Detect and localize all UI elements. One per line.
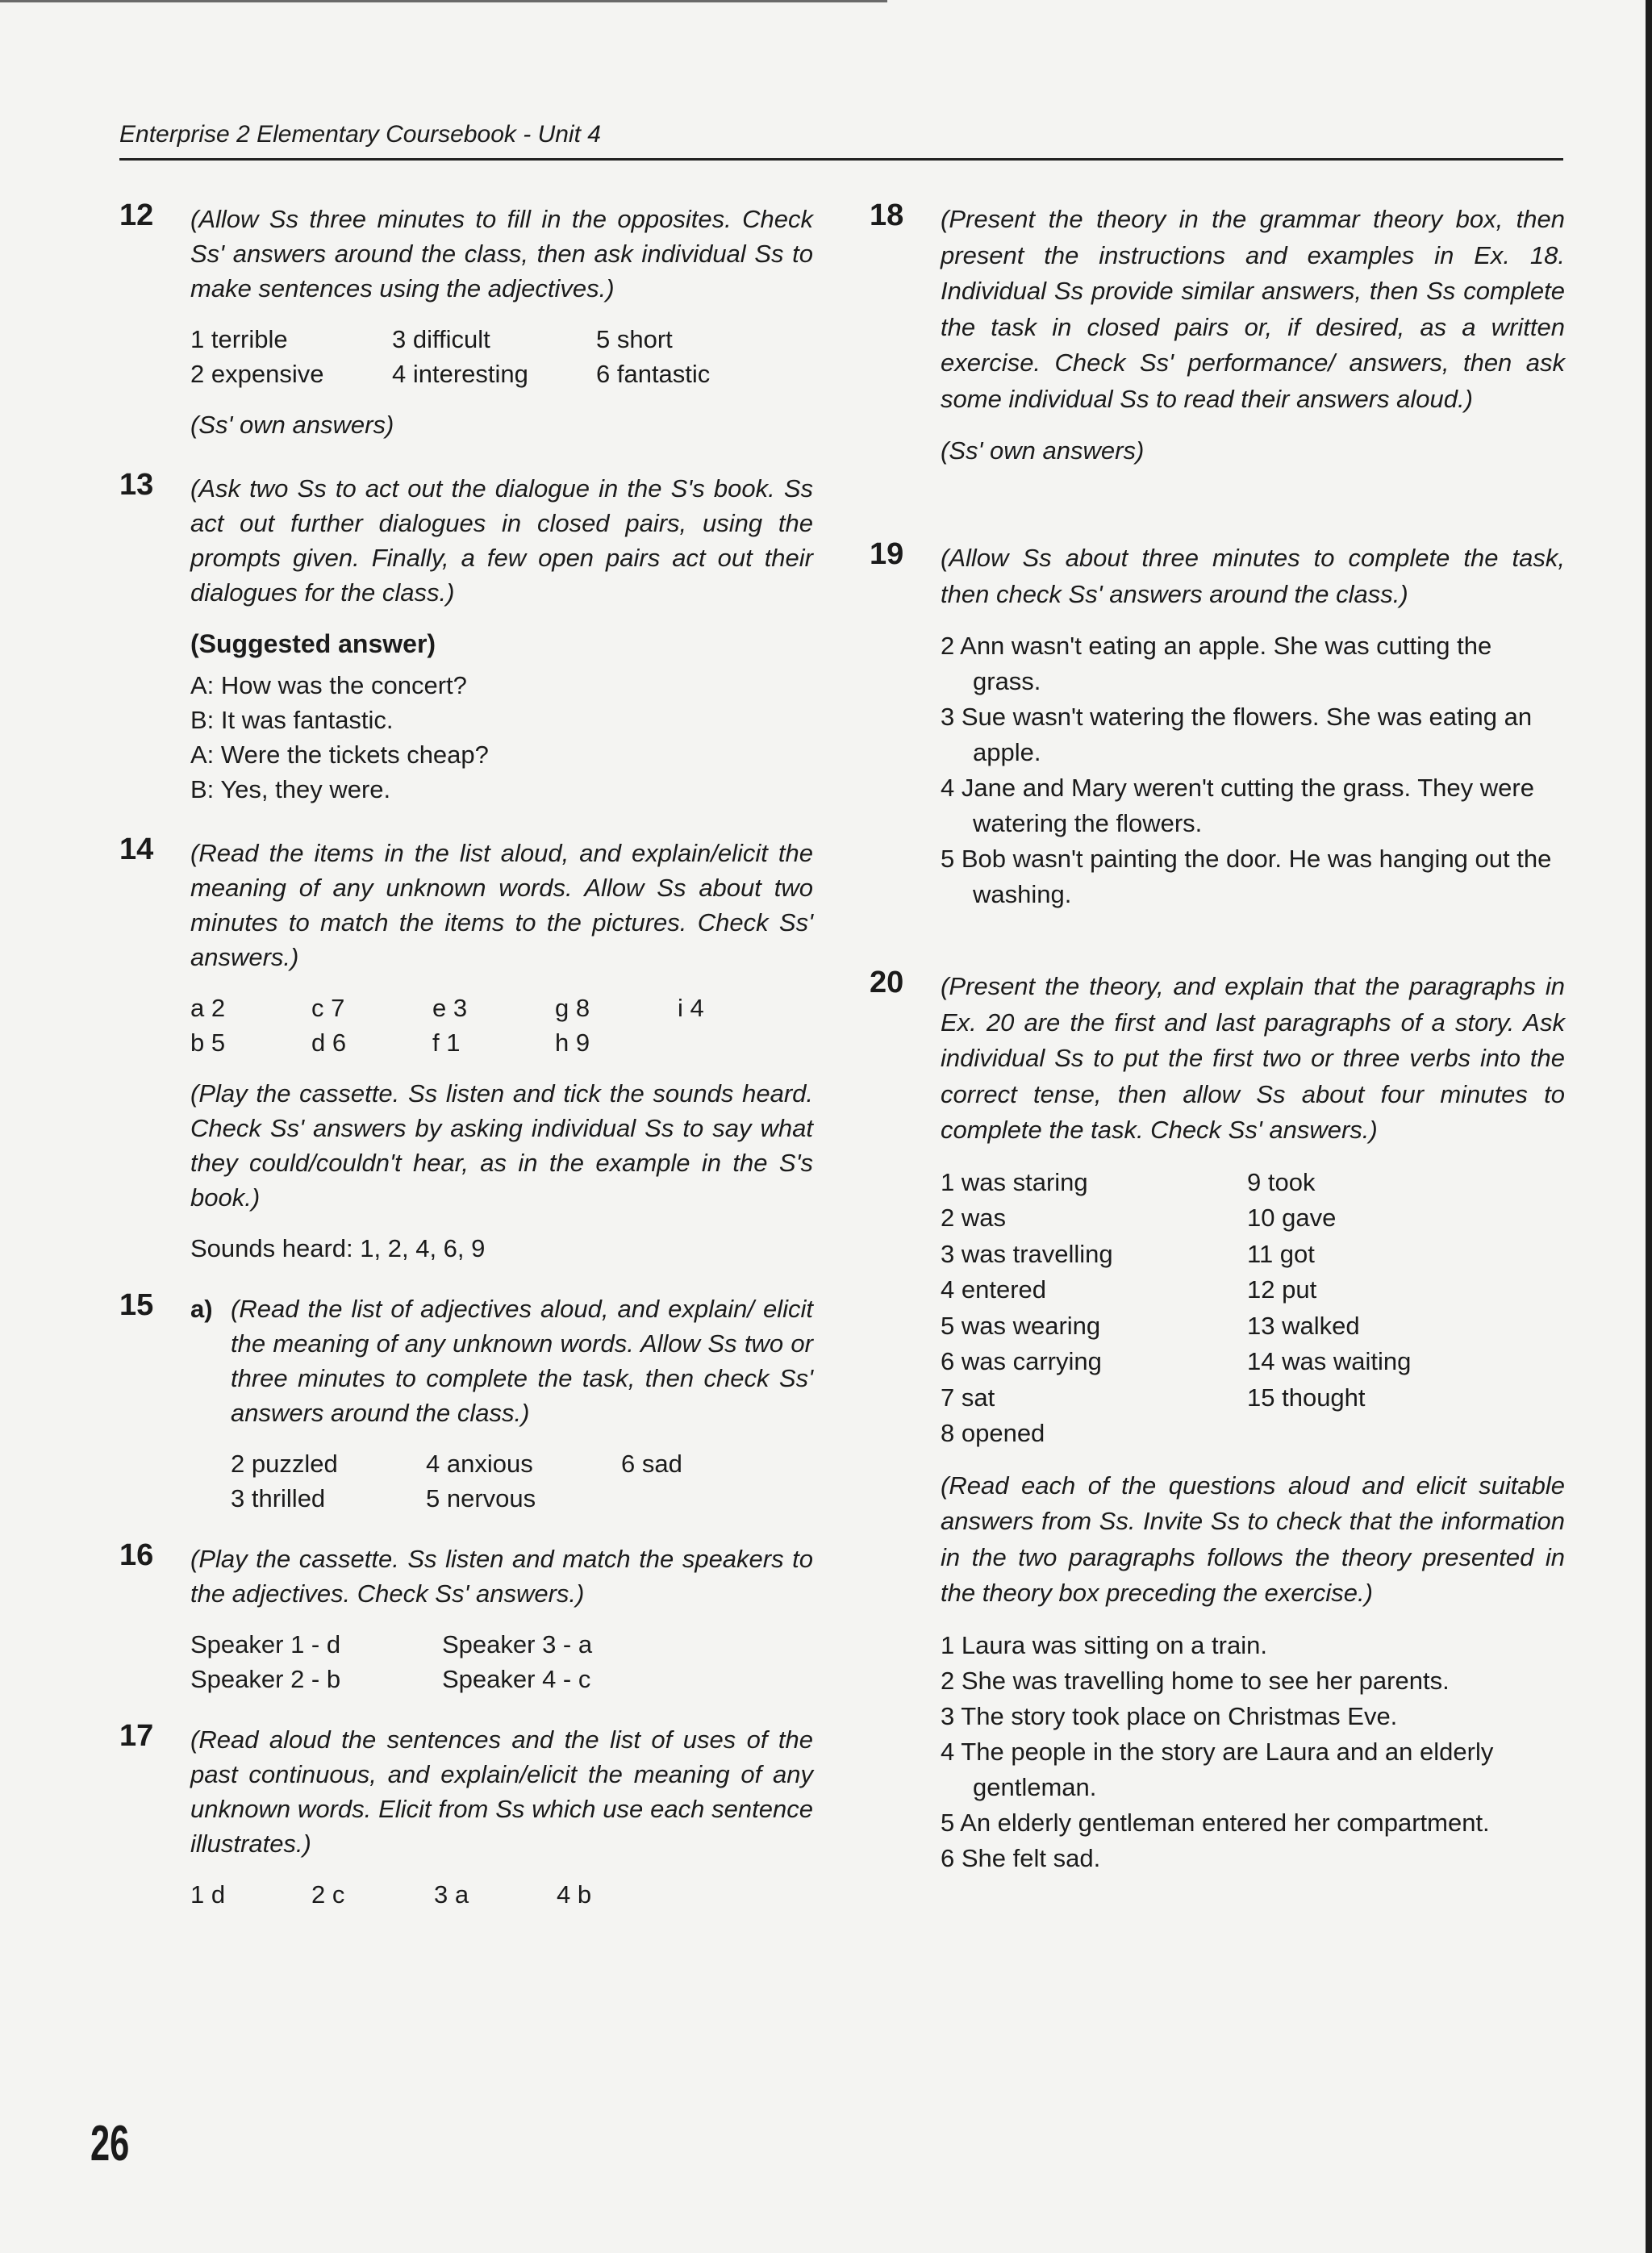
answer-grid: [941, 1165, 1565, 1452]
answer: 10 gave: [1247, 1204, 1337, 1232]
answer: 3 a: [434, 1880, 469, 1909]
answer: 12 put: [1247, 1275, 1317, 1304]
note: (Ss' own answers): [190, 411, 394, 439]
answer: b 5: [190, 1028, 226, 1057]
exercise-13: [119, 468, 813, 807]
left-column: [119, 198, 813, 1946]
answer: [1247, 1416, 1489, 1452]
answer: 6 fantastic: [596, 360, 711, 388]
answer: 3 was travelling: [941, 1239, 1113, 1268]
answer: h 9: [555, 1028, 590, 1057]
instruction: (Play the cassette. Ss listen and match the speakers to the adjectives. Check Ss' answers.): [190, 1545, 813, 1608]
answer: 11 got: [1247, 1239, 1315, 1268]
page-number: 26: [90, 2116, 130, 2172]
note: (Ss' own answers): [941, 436, 1145, 465]
answer: 4 interesting: [392, 360, 528, 388]
answer-grid: [190, 322, 813, 391]
exercise-18: [870, 198, 1565, 468]
page-header: Enterprise 2 Elementary Coursebook - Unit 4: [119, 121, 601, 148]
exercise-number: 13: [119, 468, 154, 502]
answer: 2 c: [311, 1880, 345, 1909]
dialogue-line: A: Were the tickets cheap?: [190, 741, 489, 769]
instruction: (Ask two Ss to act out the dialogue in the S's book. Ss act out further dialogues in closed pairs, using the prompts given. Finally, a few open pairs act out their dialogues for the class.): [190, 474, 813, 607]
dialogue: [190, 668, 813, 807]
answer: 4 entered: [941, 1275, 1046, 1304]
answer: 5 short: [596, 325, 673, 353]
answer: 1 was staring: [941, 1167, 1088, 1196]
answer-grid: [190, 1877, 813, 1912]
answer: 2 was: [941, 1204, 1006, 1232]
exercise-number: 16: [119, 1538, 154, 1572]
suggested-answer-label: (Suggested answer): [190, 629, 436, 658]
answer: Speaker 3 - a: [442, 1630, 593, 1658]
answer: Speaker 2 - b: [190, 1665, 341, 1693]
answer: 2 She was travelling home to see her parents.: [941, 1666, 1450, 1695]
instruction: (Read the list of adjectives aloud, and explain/ elicit the meaning of any unknown words. Allow Ss two or three minutes to complete the task, then check Ss' answers around the class.): [231, 1295, 813, 1427]
answer: a 2: [190, 994, 226, 1022]
answer: 6 sad: [621, 1450, 682, 1478]
answer: e 3: [432, 994, 468, 1022]
exercise-number: 19: [870, 537, 904, 571]
answer: 15 thought: [1247, 1383, 1366, 1412]
answer: 4 Jane and Mary weren't cutting the grass. They were watering the flowers.: [941, 774, 1534, 837]
answer: 3 Sue wasn't watering the flowers. She was eating an apple.: [941, 703, 1533, 766]
exercise-number: 20: [870, 966, 904, 999]
right-scan-edge: [1646, 0, 1652, 2253]
answer: 1 d: [190, 1880, 226, 1909]
exercise-number: 18: [870, 198, 904, 232]
right-column: [870, 198, 1565, 1910]
header-rule: [119, 158, 1563, 161]
answer: 4 b: [557, 1880, 592, 1909]
dialogue-line: A: How was the concert?: [190, 671, 467, 699]
answer: 5 nervous: [426, 1484, 536, 1512]
instruction: (Read aloud the sentences and the list of uses of the past continuous, and explain/elicit the meaning of any unknown words. Elicit from Ss which use each sentence illustrates.): [190, 1725, 813, 1858]
exercise-15: [119, 1288, 813, 1516]
exercise-20: [870, 966, 1565, 1876]
answer: i 4: [678, 994, 704, 1022]
answer: 6 She felt sad.: [941, 1843, 1101, 1872]
instruction: (Allow Ss about three minutes to complete the task, then check Ss' answers around the class.): [941, 544, 1565, 608]
answer: 3 difficult: [392, 325, 490, 353]
answer: [621, 1481, 742, 1516]
dialogue-line: B: Yes, they were.: [190, 775, 391, 803]
answer: 3 thrilled: [231, 1484, 326, 1512]
answer: [678, 1025, 758, 1060]
exercise-number: 15: [119, 1288, 154, 1322]
answer: c 7: [311, 994, 345, 1022]
answer: 9 took: [1247, 1167, 1316, 1196]
part-a: [190, 1291, 813, 1516]
answer: Speaker 4 - c: [442, 1665, 591, 1693]
instruction-2: (Read each of the questions aloud and elicit suitable answers from Ss. Invite Ss to check that the information in the two paragraphs follows the theory presented in the theory box preceding the exercise.): [941, 1471, 1565, 1607]
answer: 14 was waiting: [1247, 1347, 1412, 1375]
answer: 1 Laura was sitting on a train.: [941, 1630, 1267, 1659]
instruction: (Allow Ss three minutes to fill in the opposites. Check Ss' answers around the class, then ask individual Ss to make sentences using the adjectives.): [190, 205, 813, 302]
answer: 4 The people in the story are Laura and an elderly gentleman.: [941, 1737, 1494, 1801]
instruction: (Read the items in the list aloud, and explain/elicit the meaning of any unknown words. Allow Ss about two minutes to match the items to the pictures. Check Ss' answers.): [190, 839, 813, 971]
sounds-heard: Sounds heard: 1, 2, 4, 6, 9: [190, 1234, 486, 1262]
answer: 5 Bob wasn't painting the door. He was hanging out the washing.: [941, 845, 1552, 908]
answer-grid: [190, 1627, 813, 1696]
exercise-number: 14: [119, 832, 154, 866]
answer: d 6: [311, 1028, 347, 1057]
answer-list: [941, 1628, 1565, 1876]
answer: 5 was wearing: [941, 1311, 1101, 1340]
answer: 4 anxious: [426, 1450, 533, 1478]
answer: Speaker 1 - d: [190, 1630, 341, 1658]
top-scan-edge: [0, 0, 887, 2]
exercise-16: [119, 1538, 813, 1696]
instruction: (Present the theory in the grammar theory box, then present the instructions and examples in Ex. 18. Individual Ss provide similar answers, then Ss complete the task in closed pairs or, if desired, as a written exercise. Check Ss' performance/ answers, then ask some individual Ss to read their answers aloud.): [941, 205, 1565, 413]
exercise-number: 17: [119, 1719, 154, 1753]
answer: 2 puzzled: [231, 1450, 338, 1478]
exercise-19: [870, 537, 1565, 912]
answer-list: [941, 628, 1565, 912]
answer: 1 terrible: [190, 325, 288, 353]
answer-grid: [231, 1446, 813, 1516]
part-label: a): [190, 1295, 213, 1323]
exercise-12: [119, 198, 813, 442]
dialogue-line: B: It was fantastic.: [190, 706, 394, 734]
answer: 8 opened: [941, 1419, 1045, 1447]
exercise-number: 12: [119, 198, 154, 232]
answer: g 8: [555, 994, 590, 1022]
answer: 2 Ann wasn't eating an apple. She was cutting the grass.: [941, 632, 1492, 695]
answer: 2 expensive: [190, 360, 324, 388]
exercise-17: [119, 1719, 813, 1912]
instruction: (Present the theory, and explain that the paragraphs in Ex. 20 are the first and last paragraphs of a story. Ask individual Ss to put the first two or three verbs into the correct tense, then allow Ss about four minutes to complete the task. Check Ss' answers.): [941, 972, 1565, 1144]
answer: 7 sat: [941, 1383, 995, 1412]
answer: 3 The story took place on Christmas Eve.: [941, 1701, 1398, 1730]
answer: f 1: [432, 1028, 461, 1057]
exercise-14: [119, 832, 813, 1266]
instruction-2: (Play the cassette. Ss listen and tick the sounds heard. Check Ss' answers by asking individual Ss to say what they could/couldn't hear, as in the example in the S's book.): [190, 1079, 813, 1212]
answer: 13 walked: [1247, 1311, 1360, 1340]
answer: 6 was carrying: [941, 1347, 1102, 1375]
answer: 5 An elderly gentleman entered her compartment.: [941, 1808, 1490, 1837]
answer-grid: [190, 991, 813, 1060]
